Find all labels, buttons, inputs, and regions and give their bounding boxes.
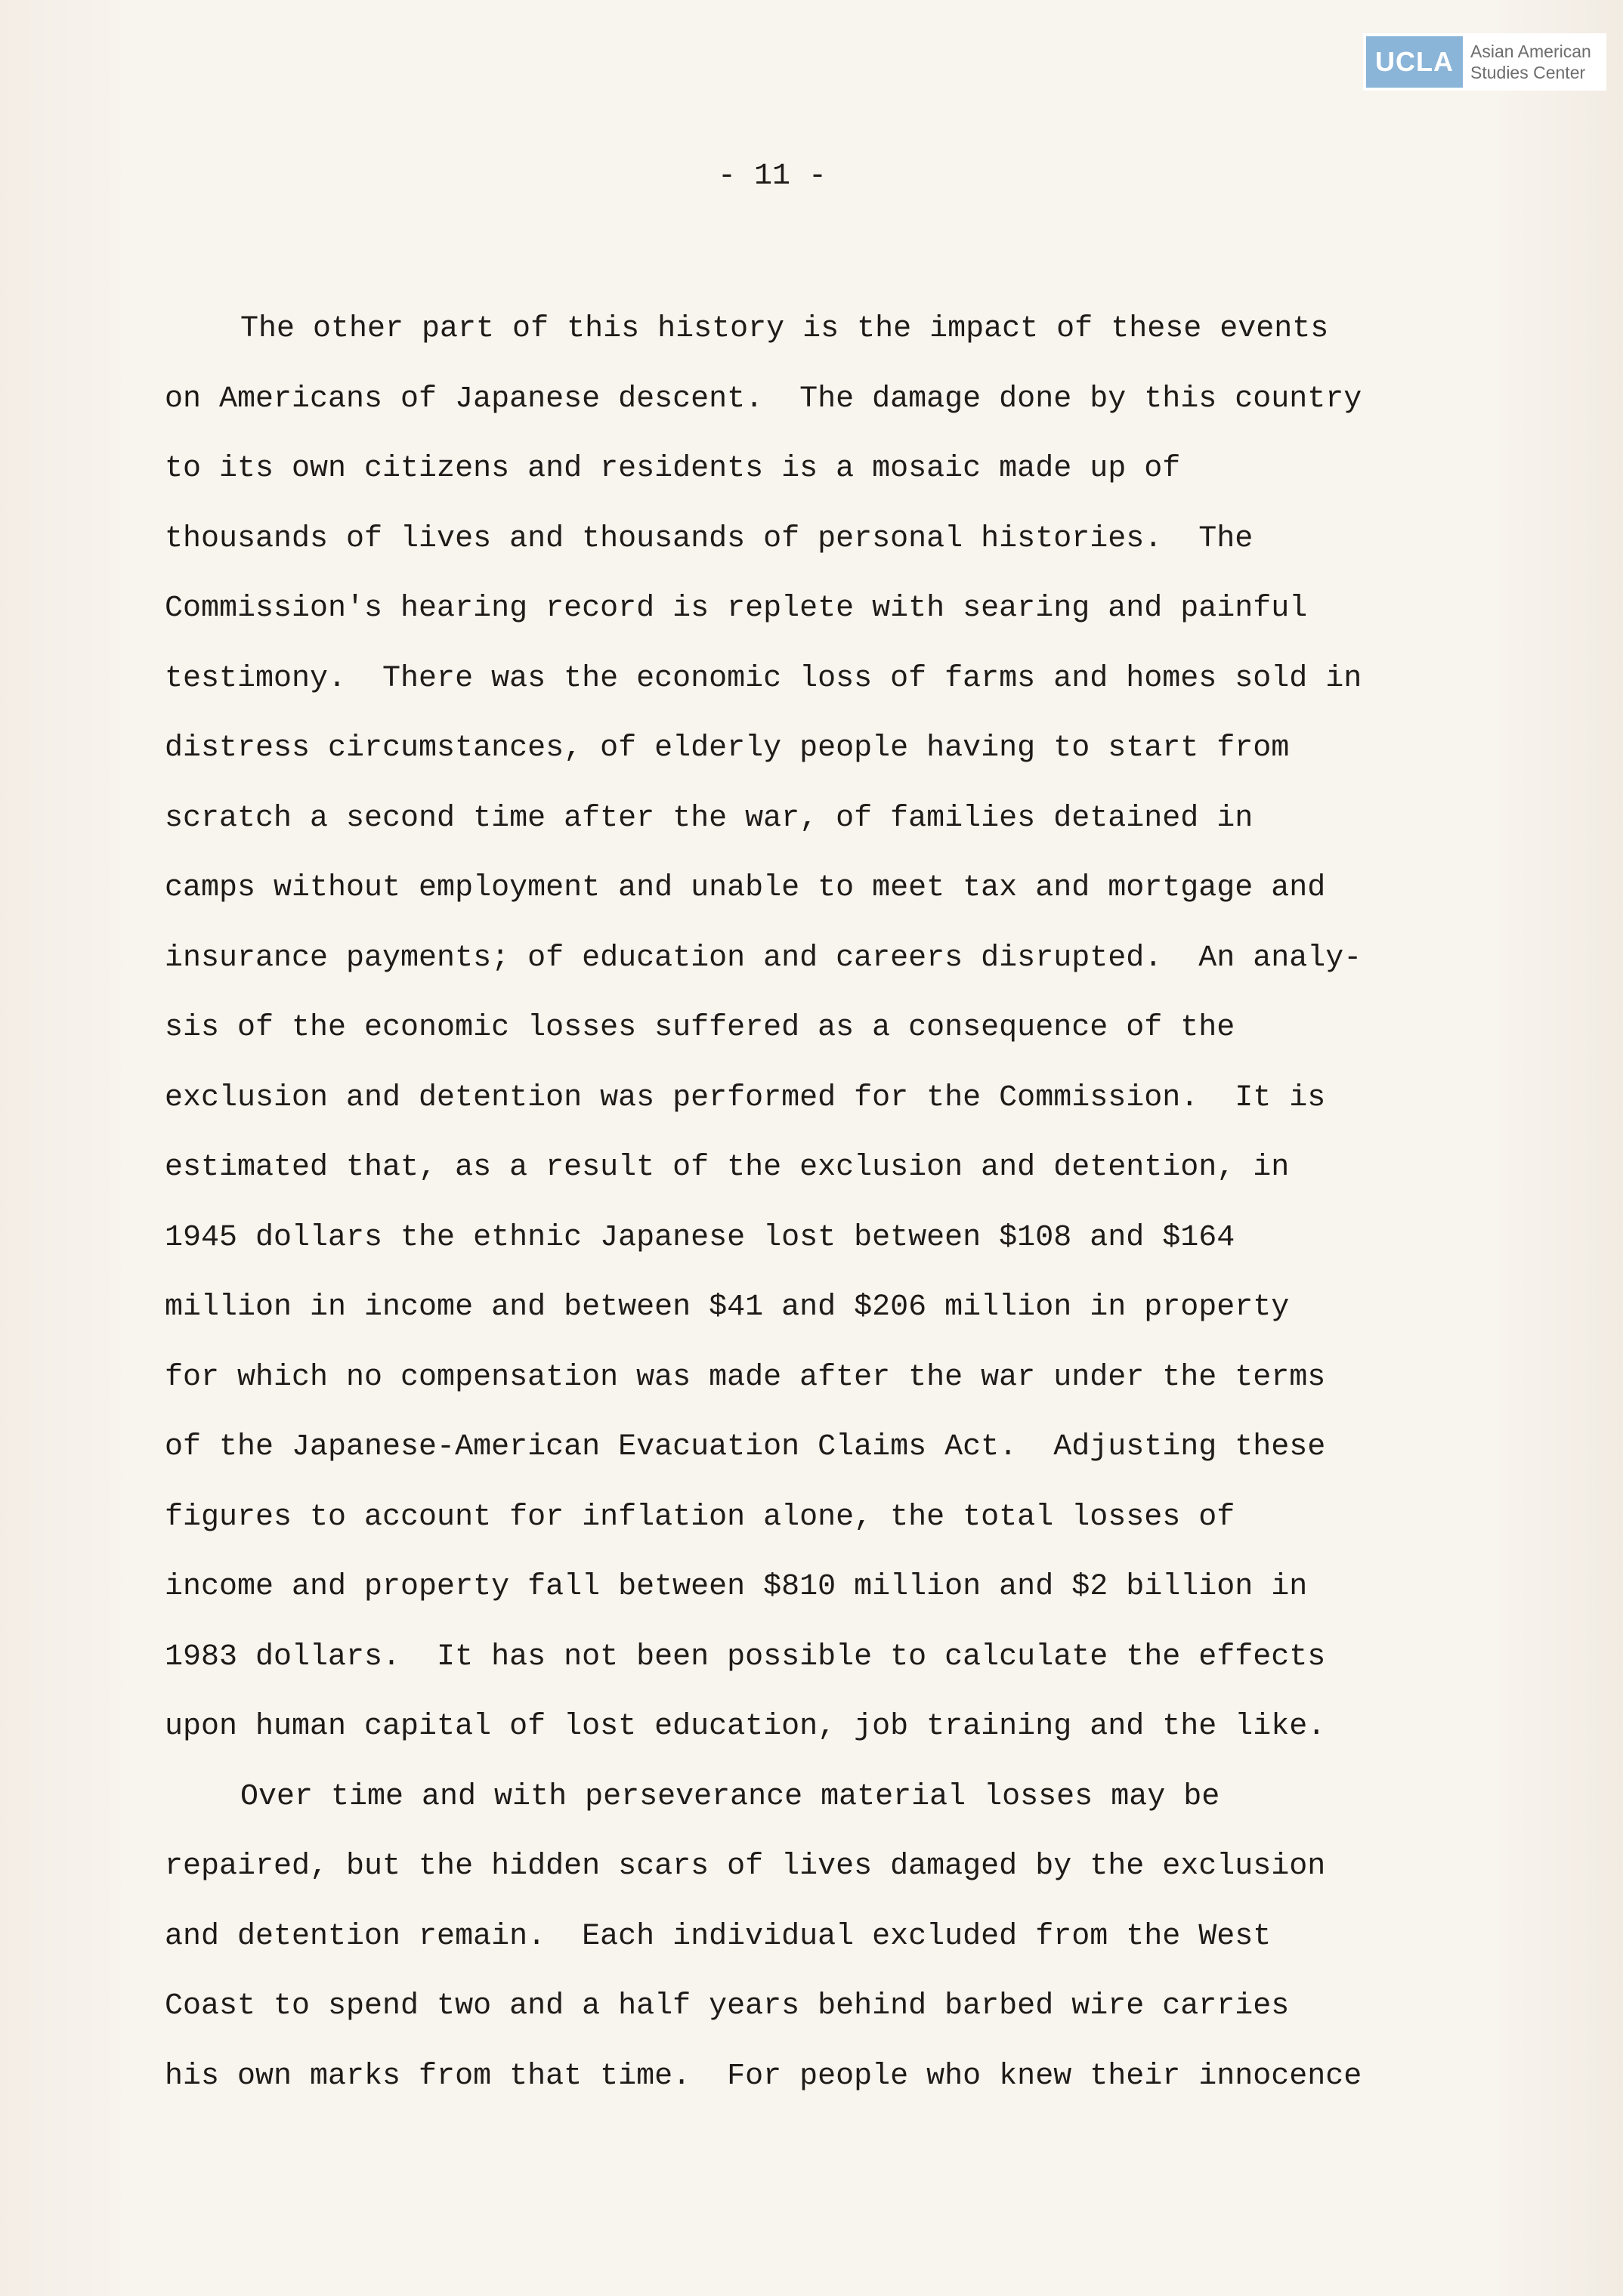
text-line: upon human capital of lost education, job training and the like.	[165, 1710, 1326, 1744]
text-line: 1945 dollars the ethnic Japanese lost between $108 and $164	[165, 1220, 1235, 1255]
page-number: - 11 -	[718, 159, 827, 193]
ucla-logo-text: UCLA	[1375, 46, 1454, 77]
ucla-watermark	[1363, 33, 1606, 91]
text-line: figures to account for inflation alone, the total losses of	[165, 1500, 1235, 1534]
text-line: scratch a second time after the war, of families detained in	[165, 801, 1254, 836]
watermark-caption	[1470, 41, 1591, 83]
text-line: estimated that, as a result of the exclusion and detention, in	[165, 1151, 1290, 1185]
watermark-line-2: Studies Center	[1470, 63, 1586, 82]
body-text	[165, 295, 1464, 2112]
text-line-paragraph-start: The other part of this history is the impact of these events	[240, 312, 1329, 346]
text-line: for which no compensation was made after the war under the terms	[165, 1360, 1326, 1395]
text-line: of the Japanese-American Evacuation Claims Act. Adjusting these	[165, 1430, 1326, 1464]
text-line: Coast to spend two and a half years behind barbed wire carries	[165, 1989, 1290, 2023]
text-line: thousands of lives and thousands of personal histories. The	[165, 521, 1254, 556]
text-line: testimony. There was the economic loss of farms and homes sold in	[165, 661, 1362, 696]
text-line-paragraph-start: Over time and with perseverance material losses may be	[240, 1779, 1220, 1814]
watermark-line-1: Asian American	[1470, 42, 1591, 61]
text-line: sis of the economic losses suffered as a consequence of the	[165, 1011, 1235, 1045]
text-line: and detention remain. Each individual excluded from the West	[165, 1919, 1272, 1954]
text-line: income and property fall between $810 million and $2 billion in	[165, 1570, 1308, 1604]
text-line: to its own citizens and residents is a mosaic made up of	[165, 452, 1181, 486]
text-line: insurance payments; of education and careers disrupted. An analy-	[165, 941, 1362, 975]
text-line: Commission's hearing record is replete with searing and painful	[165, 592, 1308, 626]
text-line: his own marks from that time. For people who knew their innocence	[165, 2059, 1362, 2094]
ucla-logo	[1366, 36, 1463, 88]
text-line: distress circumstances, of elderly people having to start from	[165, 731, 1290, 765]
text-line: exclusion and detention was performed for the Commission. It is	[165, 1080, 1326, 1115]
text-line: on Americans of Japanese descent. The damage done by this country	[165, 382, 1362, 416]
text-line: repaired, but the hidden scars of lives damaged by the exclusion	[165, 1849, 1326, 1883]
text-line: 1983 dollars. It has not been possible to calculate the effects	[165, 1639, 1326, 1674]
text-line: camps without employment and unable to meet tax and mortgage and	[165, 871, 1326, 905]
text-line: million in income and between $41 and $206 million in property	[165, 1290, 1290, 1324]
